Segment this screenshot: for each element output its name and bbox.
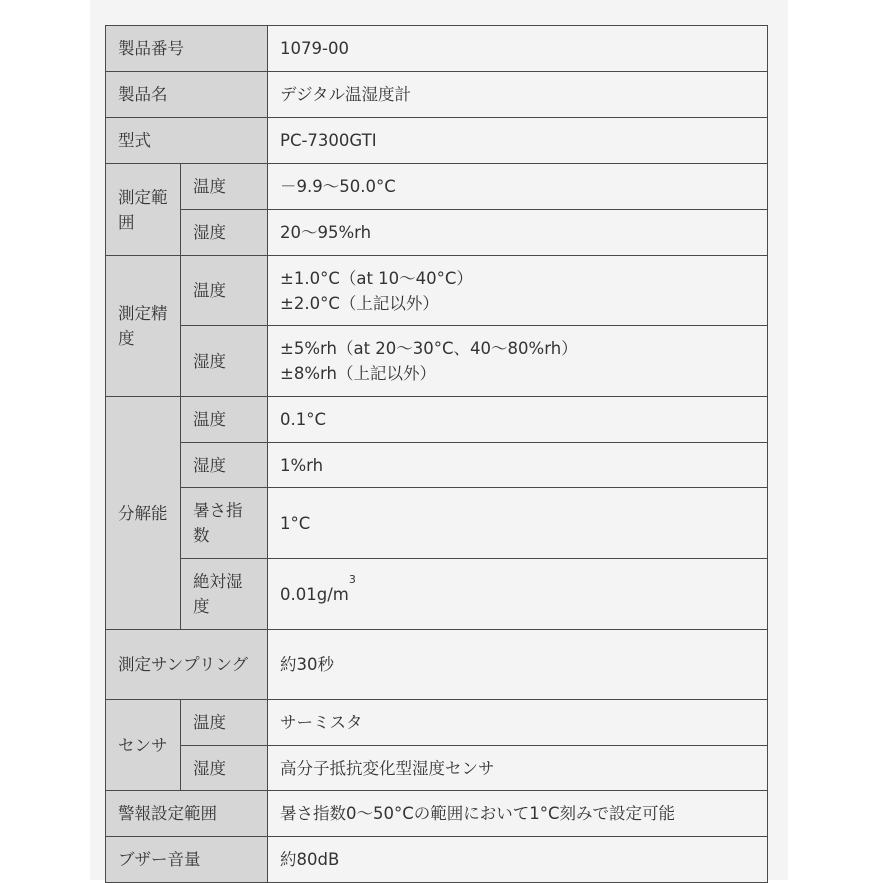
- table-row: [106, 700, 768, 746]
- table-row: [106, 26, 768, 72]
- table-row: [106, 791, 768, 837]
- value-line: ±8%rh（上記以外）: [280, 364, 436, 383]
- table-row: [106, 397, 768, 443]
- table-row: [106, 118, 768, 164]
- group-label: 測定範囲: [106, 164, 181, 256]
- sub-label: 湿度: [181, 210, 268, 256]
- row-value: [268, 559, 768, 630]
- value-line: ±5%rh（at 20～30°C、40～80%rh）: [280, 339, 578, 358]
- row-label: 製品番号: [106, 26, 268, 72]
- row-label: 警報設定範囲: [106, 791, 268, 837]
- row-value: 高分子抵抗変化型湿度センサ: [268, 746, 768, 791]
- row-value: [268, 326, 768, 397]
- table-row: [106, 837, 768, 883]
- table-row: [106, 746, 768, 791]
- group-label: 測定精度: [106, 256, 181, 397]
- group-label: センサ: [106, 700, 181, 791]
- row-label: ブザー音量: [106, 837, 268, 883]
- row-value: 1%rh: [268, 443, 768, 488]
- table-row: [106, 256, 768, 326]
- row-value: 1°C: [268, 488, 768, 559]
- spec-table: [105, 25, 768, 883]
- row-value: 暑さ指数0～50°Cの範囲において1°C刻みで設定可能: [268, 791, 768, 837]
- table-row: [106, 164, 768, 210]
- sub-label: 湿度: [181, 326, 268, 397]
- row-value: 0.1°C: [268, 397, 768, 443]
- table-row: [106, 72, 768, 118]
- value-line: ±1.0°C（at 10～40°C）: [280, 268, 473, 288]
- table-row: [106, 210, 768, 256]
- group-label: 分解能: [106, 397, 181, 630]
- row-value: 約80dB: [268, 837, 768, 883]
- row-value: [268, 256, 768, 326]
- row-value: 20～95%rh: [268, 210, 768, 256]
- sub-label: 温度: [181, 397, 268, 443]
- table-row: [106, 559, 768, 630]
- value-text: 0.01g/m: [280, 584, 349, 604]
- row-value: 約30秒: [268, 630, 768, 700]
- sub-label: 温度: [181, 256, 268, 326]
- sub-label: 温度: [181, 164, 268, 210]
- table-row: [106, 630, 768, 700]
- sub-label: 湿度: [181, 443, 268, 488]
- row-value: サーミスタ: [268, 700, 768, 746]
- row-value: PC-7300GTI: [268, 118, 768, 164]
- table-row: [106, 443, 768, 488]
- row-value: デジタル温湿度計: [268, 72, 768, 118]
- superscript: 3: [348, 572, 356, 586]
- sub-label: 絶対湿度: [181, 559, 268, 630]
- table-row: [106, 326, 768, 397]
- row-value: －9.9～50.0°C: [268, 164, 768, 210]
- row-label: 測定サンプリング: [106, 630, 268, 700]
- sub-label: 暑さ指数: [181, 488, 268, 559]
- value-line: ±2.0°C（上記以外）: [280, 293, 439, 313]
- row-label: 製品名: [106, 72, 268, 118]
- row-label: 型式: [106, 118, 268, 164]
- row-value: 1079-00: [268, 26, 768, 72]
- sub-label: 温度: [181, 700, 268, 746]
- sub-label: 湿度: [181, 746, 268, 791]
- table-row: [106, 488, 768, 559]
